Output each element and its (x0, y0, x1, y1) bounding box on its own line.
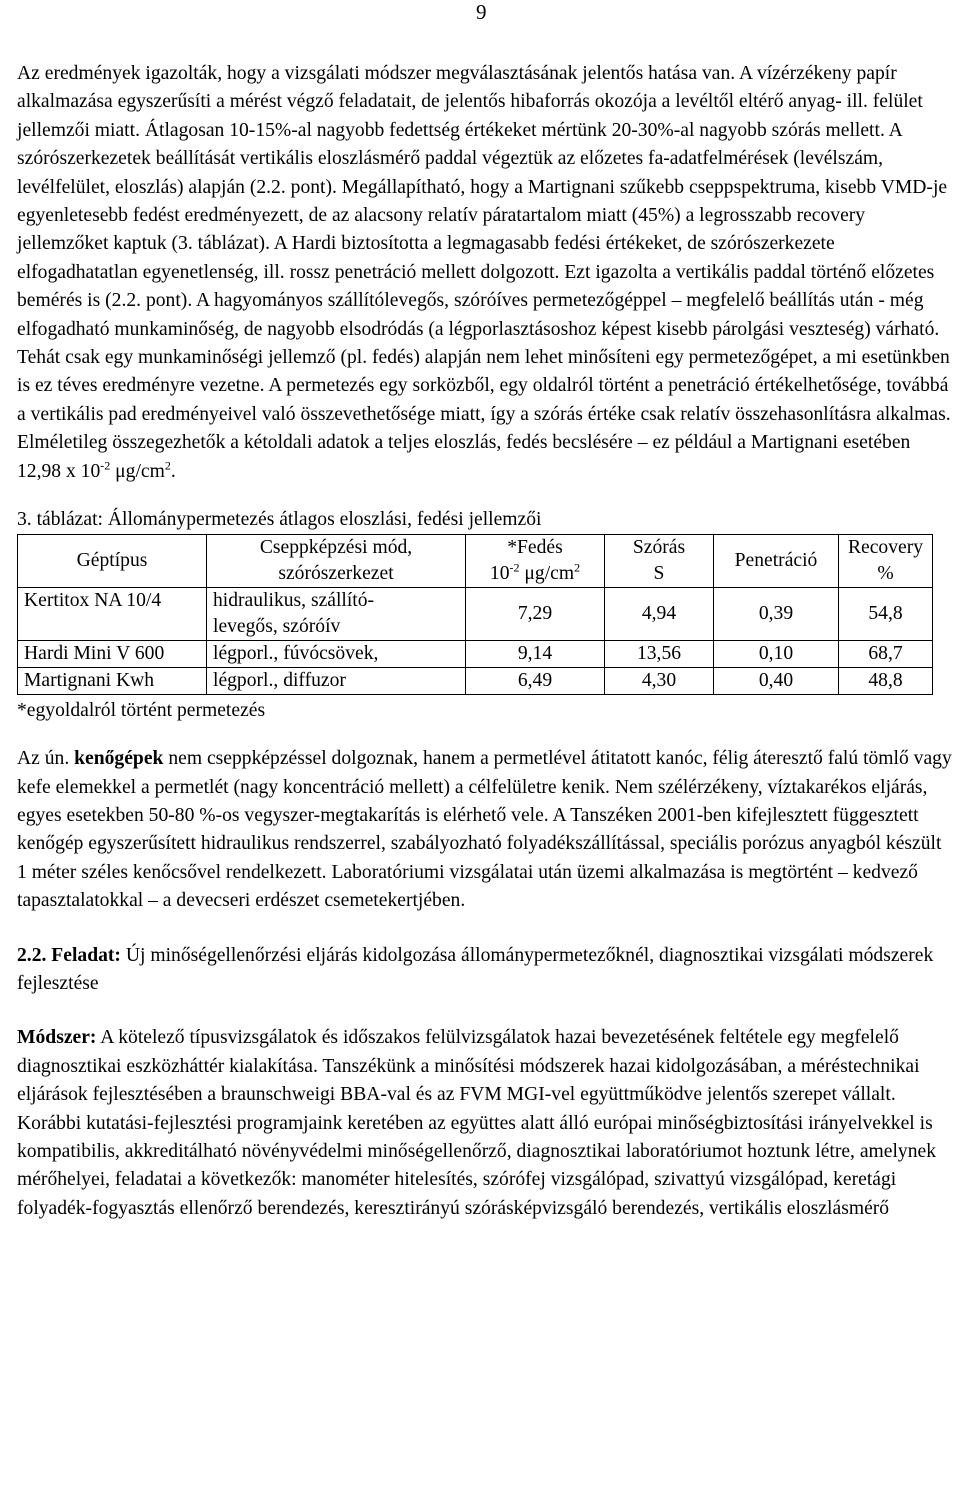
cell-coverage: 7,29 (466, 588, 605, 641)
cell-std-dev: 13,56 (605, 641, 714, 668)
paragraph-end: . (170, 460, 176, 482)
cell-machine: Hardi Mini V 600 (18, 641, 207, 668)
method-label: Módszer: (17, 1027, 97, 1049)
cell-penetration: 0,39 (714, 588, 839, 641)
cell-method (207, 588, 466, 641)
header-machine-type: Géptípus (18, 535, 207, 588)
header-coverage-exponent: -2 (509, 560, 520, 575)
section-title: Új minőségellenőrzési eljárás kidolgozása állománypermetezőknél, diagnosztikai vizsgálati módszerek fejlesztése (17, 944, 934, 994)
cell-coverage: 6,49 (466, 668, 605, 695)
cell-std-dev: 4,94 (605, 588, 714, 641)
cell-method-line2: levegős, szóróív (213, 616, 341, 638)
cell-coverage: 9,14 (466, 641, 605, 668)
paragraph-results (17, 60, 953, 486)
table-row (18, 668, 933, 695)
header-recovery (839, 535, 933, 588)
header-method-line1: Cseppképzési mód, (259, 537, 413, 559)
header-std-dev (605, 535, 714, 588)
cell-machine: Kertitox NA 10/4 (18, 588, 207, 641)
table-header-row (18, 535, 933, 588)
paragraph-method (17, 1024, 953, 1223)
table-footnote: *egyoldalról történt permetezés (17, 700, 266, 722)
cell-penetration: 0,40 (714, 668, 839, 695)
cell-recovery: 54,8 (839, 588, 933, 641)
paragraph-applicators-text: nem cseppképzéssel dolgoznak, hanem a permetlével átitatott kanóc, félig áteresztő falú tömlő vagy kefe elemekkel a permetlét (nagy koncentráció mellett) a célfelületre kenik. Nem szélérzékeny, víztakarékos eljárás, egyes esetekben 50-80 %-os vegyszer-megtakarítás is elérhető vele. A Tanszéken 2001-ben kifejlesztett függesztett kenőgép egyszerűsített hidraulikus rendszerrel, szabályozható folyadékszállítással, speciális porózus anyagból készült 1 méter széles kenőcsővel rendelkezett. Laboratóriumi vizsgálatai után üzemi alkalmazása is megtörtént – kedvező tapasztalatokkal – a devecseri erdészet csemetekertjében. (17, 748, 952, 912)
section-number: 2.2. (17, 944, 47, 966)
header-method-line2: szórószerkezet (278, 563, 394, 585)
paragraph-unit: μg/cm (110, 460, 165, 482)
header-coverage-unit: μg/cm (519, 563, 575, 585)
section-label: Feladat: (51, 944, 121, 966)
header-recovery-line1: Recovery (847, 537, 924, 559)
header-method (207, 535, 466, 588)
header-penetration: Penetráció (714, 535, 839, 588)
paragraph-exponent: -2 (100, 458, 111, 473)
cell-machine: Martignani Kwh (18, 668, 207, 695)
section-heading (17, 942, 953, 999)
cell-method-line1: hidraulikus, szállító- (213, 590, 375, 612)
page-body (17, 60, 953, 1223)
header-coverage-line2 (472, 561, 598, 587)
header-coverage-unit-exponent: 2 (574, 560, 581, 575)
paragraph-results-text: Az eredmények igazolták, hogy a vizsgálati módszer megválasztásának jelentős hatása van. A vízérzékeny papír alkalmazása egyszerűsíti a mérést végző feladatait, de jelentős hibaforrás okozója a levéltől eltérő anyag- ill. felület jellemzői miatt. Átlagosan 10-15%-al nagyobb fedettség értékeket mértünk 20-30%-al nagyobb szórás mellett. A szórószerkezetek beállítását vertikális eloszlásmérő paddal végeztük az előzetes fa-adatfelmérések (levélszám, levélfelület, eloszlás) alapján (2.2. pont). Megállapítható, hogy a Martignani szűkebb cseppspektruma, kisebb VMD-je egyenletesebb fedést eredményezett, de az alacsony relatív páratartalom miatt (45%) a legrosszabb recovery jellemzőket kaptuk (3. táblázat). A Hardi biztosította a legmagasabb fedési értékeket, de szórószerkezete elfogadhatatlan egyenetlenség, ill. rossz penetráció mellett dolgozott. Ezt igazolta a vertikális paddal történő előzetes bemérés is (2.2. pont). A hagyományos szállítólevegős, szóróíves permetezőgéppel – megfelelő beállítás után - még elfogadható munkaminőség, de nagyobb elsodródás (a légporlasztásoshoz képest kisebb párolgási veszteség) várható. Tehát csak egy munkaminőségi jellemző (pl. fedés) alapján nem lehet minősíteni egy permetezőgépet, a mi esetünkben is ez téves eredményre vezetne. A permetezés egy sorközből, egy oldalról történt a penetráció értékelhetősége, továbbá a vertikális pad eredményeivel való összevethetősége miatt, így a szórás értéke csak relatív összehasonlításra alkalmas. Elméletileg összegezhetők a kétoldali adatok a teljes eloszlás, fedés becslésére – ez például a Martignani esetében 12,98 x 10 (17, 63, 951, 482)
header-coverage (466, 535, 605, 588)
cell-std-dev: 4,30 (605, 668, 714, 695)
table-row (18, 641, 933, 668)
cell-recovery: 48,8 (839, 668, 933, 695)
cell-method: légporl., fúvócsövek, (207, 641, 466, 668)
header-recovery-line2: % (877, 563, 894, 585)
paragraph-applicators (17, 745, 953, 915)
header-coverage-base: 10 (489, 563, 510, 585)
cell-recovery: 68,7 (839, 641, 933, 668)
paragraph-unit-exponent: 2 (164, 458, 171, 473)
table-caption: 3. táblázat: Állománypermetezés átlagos eloszlási, fedési jellemzői (17, 509, 542, 531)
table-row (18, 588, 933, 641)
cell-method: légporl., diffuzor (207, 668, 466, 695)
method-text: A kötelező típusvizsgálatok és időszakos felülvizsgálatok hazai bevezetésének feltétele egy megfelelő diagnosztikai eszközháttér kialakítása. Tanszékünk a minősítési módszerek hazai kidolgozásában, a méréstechnikai eljárások fejlesztésében a braunschweigi BBA-val és az FVM MGI-vel együttműködve jelentős szerepet vállalt. Korábbi kutatási-fejlesztési programjaink keretében az együttes alatt álló európai minőségbiztosítási irányelvekkel is kompatibilis, akkreditálható növényvédelmi minőségellenőrző, diagnosztikai laboratóriumot hoztunk létre, amelynek mérőhelyei, feladatai a következők: manométer hitelesítés, szórófej vizsgálópad, szivattyú vizsgálópad, keretági folyadék-fogyasztás ellenőrző berendezés, keresztirányú szórásképvizsgáló berendezés, vertikális eloszlásmérő (17, 1027, 937, 1219)
header-coverage-line1: *Fedés (507, 537, 563, 559)
header-std-dev-line2: S (653, 563, 665, 585)
header-std-dev-line1: Szórás (632, 537, 686, 559)
paragraph-applicators-lead: Az ún. (17, 748, 75, 770)
results-table (17, 534, 933, 695)
page-number: 9 (476, 0, 487, 24)
paragraph-applicators-term: kenőgépek (74, 748, 164, 770)
cell-penetration: 0,10 (714, 641, 839, 668)
